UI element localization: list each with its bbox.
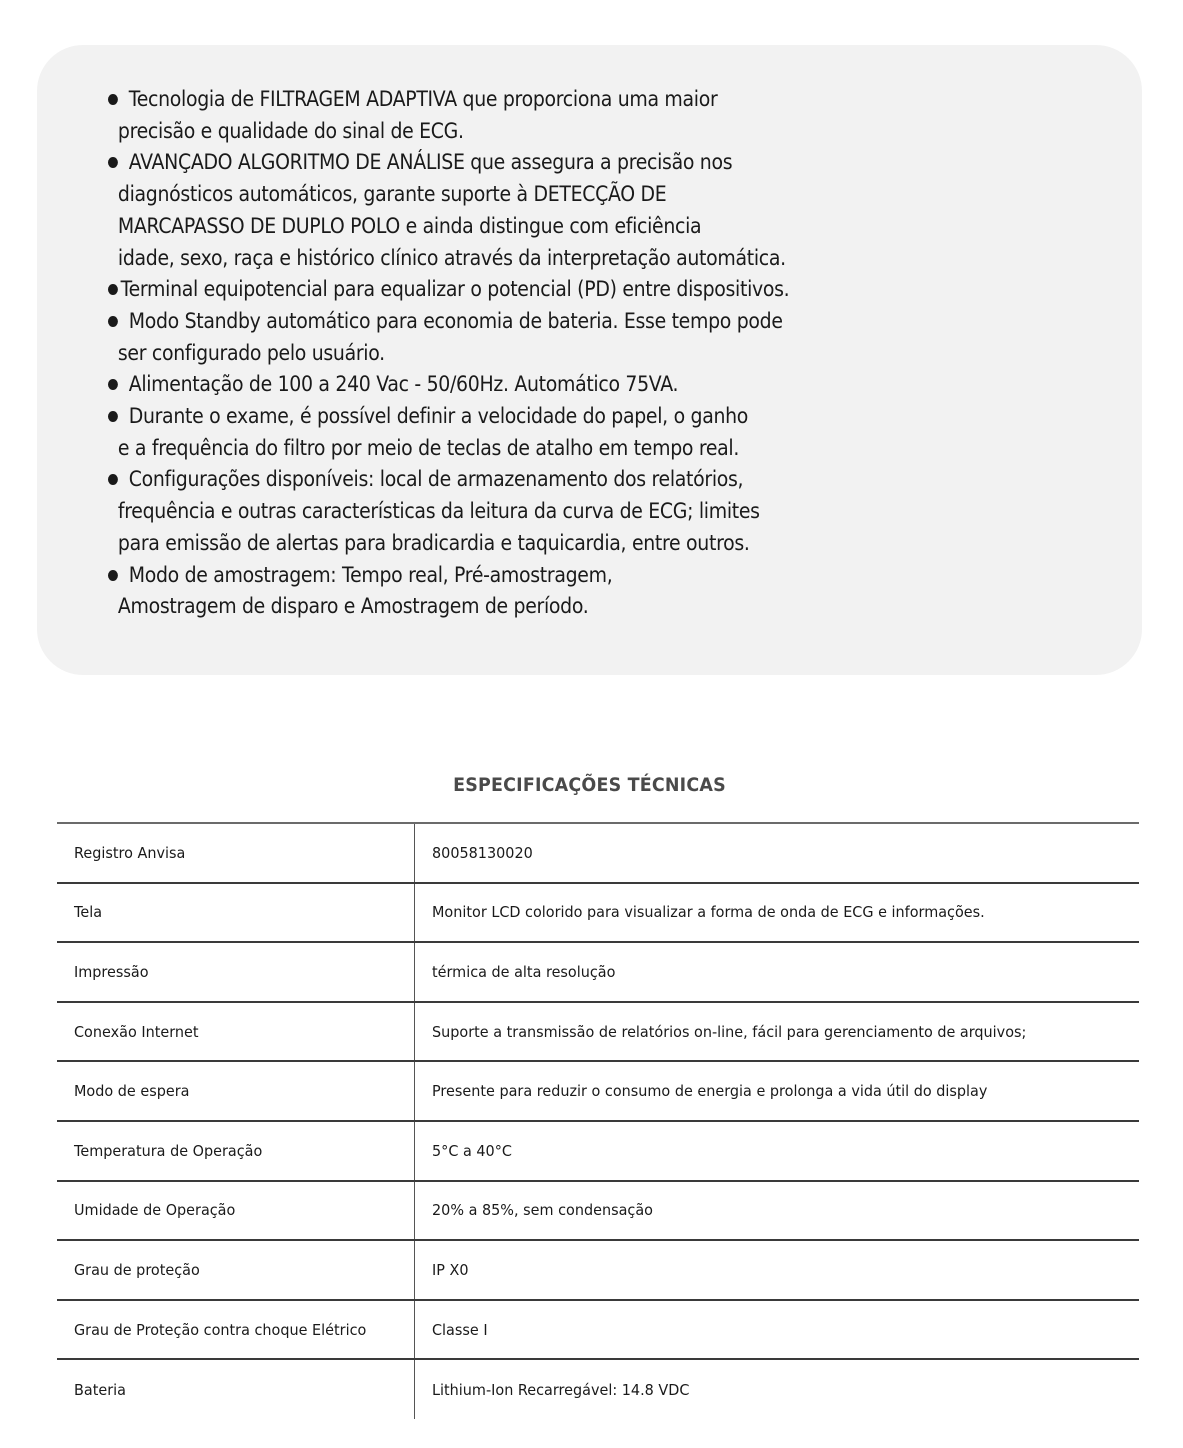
spec-value: Monitor LCD colorido para visualizar a forma de onda de ECG e informações. — [432, 903, 985, 922]
spec-value-cell — [415, 883, 1140, 943]
feature-text: Durante o exame, é possível definir a velocidade do papel, o ganho — [128, 404, 749, 429]
spec-value: 5°C a 40°C — [432, 1141, 512, 1160]
table-row — [57, 1240, 1139, 1300]
feature-text: Modo Standby automático para economia de bateria. Esse tempo pode — [128, 308, 783, 333]
spec-value-cell — [415, 823, 1140, 883]
bullet-icon — [108, 379, 118, 390]
table-row — [57, 1121, 1139, 1181]
table-row — [57, 942, 1139, 1002]
spec-value-cell — [415, 1300, 1140, 1360]
feature-text: e a frequência do filtro por meio de teclas de atalho em tempo real. — [117, 435, 740, 460]
spec-label-cell — [57, 1002, 415, 1062]
spec-label-cell — [57, 883, 415, 943]
spec-label: Grau de proteção — [74, 1260, 200, 1279]
spec-value: 80058130020 — [432, 843, 533, 862]
spec-label: Conexão Internet — [74, 1022, 199, 1041]
feature-text: Configurações disponíveis: local de armazenamento dos relatórios, — [128, 467, 744, 492]
spec-value: Classe I — [432, 1320, 488, 1339]
spec-label: Temperatura de Operação — [74, 1141, 263, 1160]
spec-label: Bateria — [74, 1380, 126, 1399]
spec-label-cell — [57, 942, 415, 1002]
table-row — [57, 1359, 1139, 1419]
spec-value: IP X0 — [432, 1260, 469, 1279]
features-list — [108, 84, 789, 623]
bullet-icon — [108, 284, 118, 295]
feature-text: Terminal equipotencial para equalizar o potencial (PD) entre dispositivos. — [120, 277, 790, 302]
spec-section-title: ESPECIFICAÇÕES TÉCNICAS — [453, 773, 726, 796]
bullet-icon — [108, 316, 118, 327]
feature-text: precisão e qualidade do sinal de ECG. — [117, 118, 464, 143]
feature-text: frequência e outras características da leitura da curva de ECG; limites — [117, 499, 760, 524]
spec-label-cell — [57, 1061, 415, 1121]
feature-text: Alimentação de 100 a 240 Vac - 50/60Hz. Automático 75VA. — [128, 372, 679, 397]
table-row — [57, 883, 1139, 943]
feature-item — [108, 306, 789, 369]
feature-text: ser configurado pelo usuário. — [117, 340, 385, 365]
spec-value: Presente para reduzir o consumo de energia e prolonga a vida útil do display — [432, 1082, 988, 1101]
spec-value: Suporte a transmissão de relatórios on-line, fácil para gerenciamento de arquivos; — [432, 1022, 1027, 1041]
spec-value-cell — [415, 1181, 1140, 1241]
table-row — [57, 1300, 1139, 1360]
bullet-icon — [108, 474, 118, 485]
spec-label: Modo de espera — [74, 1082, 190, 1101]
spec-label-cell — [57, 823, 415, 883]
feature-text: AVANÇADO ALGORITMO DE ANÁLISE que assegura a precisão nos — [128, 150, 733, 175]
spec-label-cell — [57, 1181, 415, 1241]
spec-label: Tela — [74, 903, 103, 922]
spec-label: Impressão — [74, 962, 149, 981]
spec-label-cell — [57, 1240, 415, 1300]
feature-text: diagnósticos automáticos, garante suporte à DETECÇÃO DE — [117, 182, 667, 207]
feature-item — [108, 274, 789, 306]
spec-value-cell — [415, 1359, 1140, 1419]
feature-item — [108, 84, 789, 147]
spec-label: Registro Anvisa — [74, 843, 186, 862]
bullet-icon — [108, 94, 118, 105]
feature-item — [108, 401, 789, 464]
bullet-icon — [108, 570, 118, 581]
table-row — [57, 1061, 1139, 1121]
spec-label: Grau de Proteção contra choque Elétrico — [74, 1320, 367, 1339]
feature-text: idade, sexo, raça e histórico clínico através da interpretação automática. — [117, 245, 786, 270]
spec-label-cell — [57, 1121, 415, 1181]
feature-text: para emissão de alertas para bradicardia e taquicardia, entre outros. — [117, 530, 750, 555]
table-row — [57, 1002, 1139, 1062]
feature-text: Amostragem de disparo e Amostragem de período. — [117, 594, 589, 619]
feature-item — [108, 147, 789, 274]
feature-item — [108, 560, 789, 623]
spec-value: Lithium-Ion Recarregável: 14.8 VDC — [432, 1380, 690, 1399]
spec-value: térmica de alta resolução — [432, 962, 616, 981]
spec-value-cell — [415, 942, 1140, 1002]
spec-value-cell — [415, 1061, 1140, 1121]
table-row — [57, 1181, 1139, 1241]
spec-value-cell — [415, 1240, 1140, 1300]
spec-label-cell — [57, 1359, 415, 1419]
spec-value-cell — [415, 1121, 1140, 1181]
spec-value-cell — [415, 1002, 1140, 1062]
table-row — [57, 823, 1139, 883]
feature-text: Tecnologia de FILTRAGEM ADAPTIVA que proporciona uma maior — [128, 87, 718, 111]
feature-text: Modo de amostragem: Tempo real, Pré-amostragem, — [128, 562, 613, 587]
feature-text: MARCAPASSO DE DUPLO POLO e ainda distingue com eficiência — [117, 213, 702, 238]
spec-label: Umidade de Operação — [74, 1201, 236, 1220]
spec-table — [57, 822, 1139, 1419]
bullet-icon — [108, 411, 118, 422]
bullet-icon — [108, 157, 118, 168]
feature-item — [108, 464, 789, 559]
spec-value: 20% a 85%, sem condensação — [432, 1201, 653, 1220]
feature-item — [108, 369, 789, 401]
spec-label-cell — [57, 1300, 415, 1360]
